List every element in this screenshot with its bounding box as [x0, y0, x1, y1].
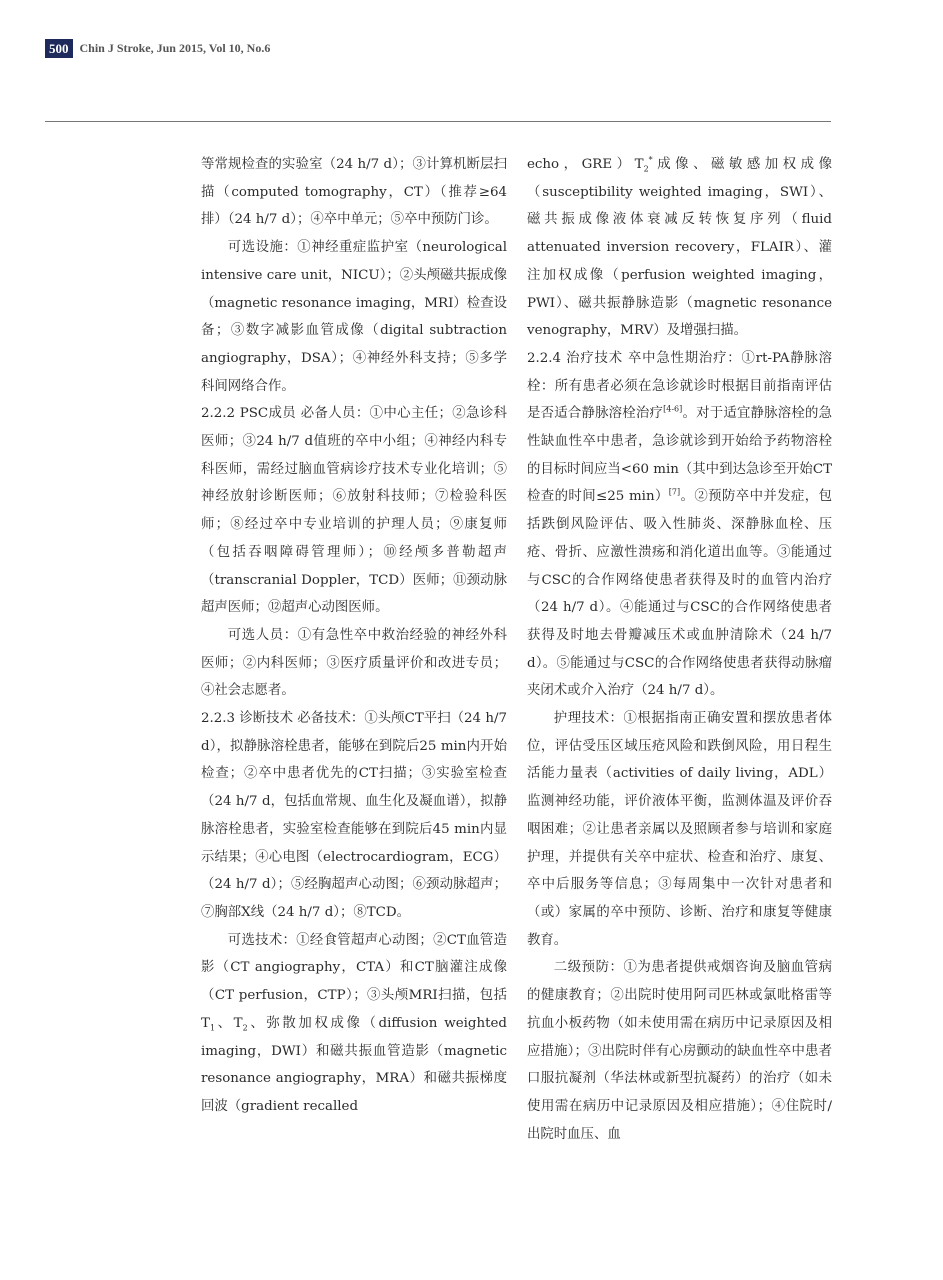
text-run: 可选技术：①经食管超声心动图；②CT血管造影（CT angiography，CTA）和CT脑灌注成像（CT perfusion，CTP）；③头颅MRI扫描，包括T: [201, 932, 507, 1031]
paragraph: [527, 151, 832, 345]
paragraph: [201, 927, 507, 1121]
journal-citation: Chin J Stroke, Jun 2015, Vol 10, No.6: [79, 40, 271, 55]
citation-ref: [4-6]: [663, 404, 683, 414]
subscript: 2: [643, 164, 649, 174]
paragraph: 2.2.3 诊断技术 必备技术：①头颅CT平扫（24 h/7 d），拟静脉溶栓患者，能够在到院后25 min内开始检查；②卒中患者优先的CT扫描；③实验室检查（24 h/7 d，包括血常规、血生化及凝血谱），拟静脉溶栓患者，实验室检查能够在到院后45 min内显示结果；④心电图（electrocardiogram，ECG）（24 h/7 d）；⑤经胸超声心动图；⑥颈动脉超声；⑦胸部X线（24 h/7 d）；⑧TCD。: [201, 711, 507, 920]
text-run: 2.2.4 治疗技术 卒中急性期治疗：①rt-PA静脉溶栓：所有患者必须在急诊就诊时根据目前指南评估是否适合静脉溶栓治疗: [527, 350, 832, 422]
right-column: [527, 151, 832, 1148]
header-rule: [45, 121, 831, 122]
text-run: 、弥散加权成像（diffusion weighted imaging，DWI）和磁共振血管造影（magnetic resonance angiography，MRA）和磁共振梯度回波（gradient recalled: [201, 1015, 507, 1114]
subscript: 1: [209, 1023, 216, 1033]
paragraph: 2.2.2 PSC成员 必备人员：①中心主任；②急诊科医师；③24 h/7 d值班的卒中小组；④神经内科专科医师，需经过脑血管病诊疗技术专业化培训；⑤神经放射诊断医师；⑥放射科技师；⑦检验科医师；⑧经过卒中专业培训的护理人员；⑨康复师（包括吞咽障碍管理师）；⑩经颅多普勒超声（transcranial Doppler，TCD）医师；⑪颈动脉超声医师；⑫超声心动图医师。: [201, 406, 507, 616]
paragraph: 可选人员：①有急性卒中救治经验的神经外科医师；②内科医师；③医疗质量评价和改进专员；④社会志愿者。: [201, 627, 507, 699]
superscript: *: [648, 155, 653, 165]
text-run: 。②预防卒中并发症，包括跌倒风险评估、吸入性肺炎、深静脉血栓、压疮、骨折、应激性溃疡和消化道出血等。③能通过与CSC的合作网络使患者获得及时的血管内治疗（24 h/7 d）。④能通过与CSC的合作网络使患者获得及时地去骨瓣减压术或血肿清除术（24 h/7 d）。⑤能通过与CSC的合作网络使患者获得动脉瘤夹闭术或介入治疗（24 h/7 d）。: [527, 489, 833, 699]
text-run: 。对于适宜静脉溶栓的急性缺血性卒中患者，急诊就诊到开始给予药物溶栓的目标时间应当<60 min（其中到达急诊至开始CT检查的时间≤25 min）: [527, 406, 833, 505]
text-run: echo，GRE）T: [527, 157, 644, 172]
paragraph: 护理技术：①根据指南正确安置和摆放患者体位，评估受压区域压疮风险和跌倒风险，用日程生活能力量表（activities of daily living，ADL）监测神经功能，评价液体平衡，监测体温及评价吞咽困难；②让患者亲属以及照顾者参与培训和家庭护理，并提供有关卒中症状、检查和治疗、康复、卒中后服务等信息；③每周集中一次针对患者和（或）家属的卒中预防、诊断、治疗和康复等健康教育。: [527, 711, 832, 948]
paragraph: [527, 345, 832, 705]
paragraph: 等常规检查的实验室（24 h/7 d）；③计算机断层扫描（computed tomography，CT）（推荐≥64排）（24 h/7 d）；④卒中单元；⑤卒中预防门诊。: [201, 157, 507, 228]
running-header: [45, 38, 270, 58]
paragraph: 可选设施：①神经重症监护室（neurological intensive care unit，NICU）；②头颅磁共振成像（magnetic resonance imaging，MRI）检查设备；③数字减影血管成像（digital subtraction angiography，DSA）；④神经外科支持；⑤多学科间网络合作。: [201, 240, 507, 394]
left-column: [201, 151, 507, 1121]
text-run: 成像、磁敏感加权成像（susceptibility weighted imaging，SWI）、磁共振成像液体衰减反转恢复序列（fluid attenuated inversion recovery，FLAIR）、灌注加权成像（perfusion weighted imaging，PWI）、磁共振静脉造影（magnetic resonance venography，MRV）及增强扫描。: [527, 157, 832, 339]
paragraph: 二级预防：①为患者提供戒烟咨询及脑血管病的健康教育；②出院时使用阿司匹林或氯吡格雷等抗血小板药物（如未使用需在病历中记录原因及相应措施）；③出院时伴有心房颤动的缺血性卒中患者口服抗凝剂（华法林或新型抗凝药）的治疗（如未使用需在病历中记录原因及相应措施）；④住院时/出院时血压、血: [527, 960, 832, 1142]
subscript: 2: [242, 1023, 248, 1033]
citation-ref: [7]: [668, 487, 681, 497]
text-run: 、T: [215, 1015, 243, 1031]
page-number: 500: [45, 39, 73, 58]
